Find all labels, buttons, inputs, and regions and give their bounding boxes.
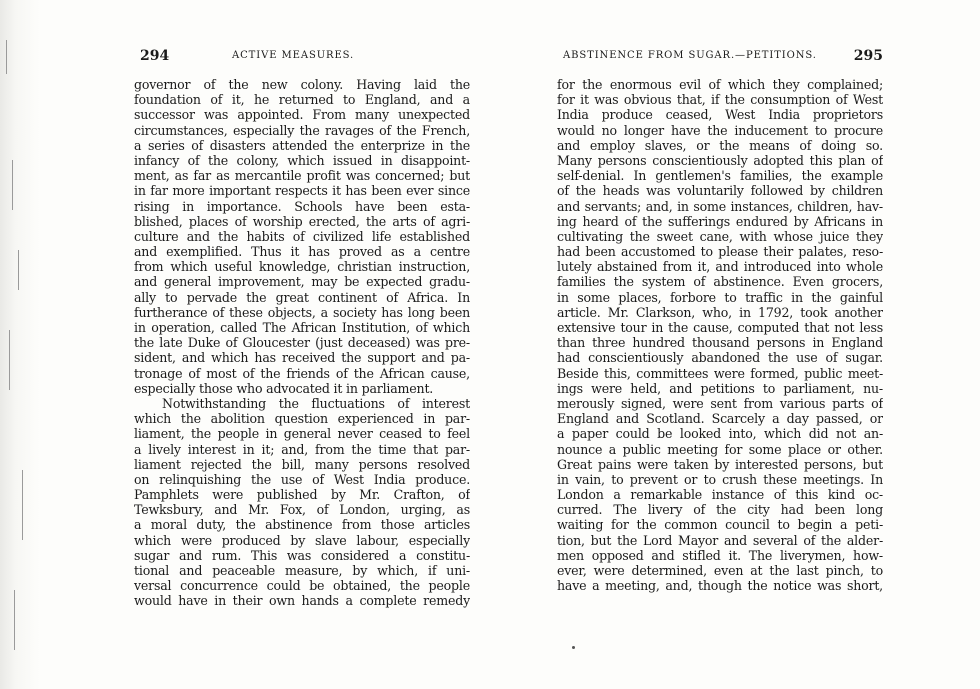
- text-line: extensive tour in the cause, computed that not less: [557, 320, 883, 335]
- text-line: nounce a public meeting for some place or other.: [557, 441, 883, 457]
- right-page-header: [557, 50, 883, 66]
- text-line: merously signed, were sent from various parts of: [557, 395, 883, 411]
- text-line: Pamphlets were published by Mr. Crafton, of: [134, 487, 470, 503]
- text-line: from which useful knowledge, christian instruction,: [134, 259, 470, 275]
- scan-edge-shadow: [0, 0, 40, 689]
- text-line: have a meeting, and, though the notice was short,: [557, 578, 883, 594]
- text-line: governor of the new colony. Having laid the: [134, 77, 470, 92]
- text-line: tional and peaceable measure, by which, if uni-: [134, 563, 470, 578]
- text-line: furtherance of these objects, a society has long been: [134, 304, 470, 320]
- text-line: tion, but the Lord Mayor and several of the alder-: [557, 532, 883, 548]
- scan-edge-mark: [12, 160, 13, 210]
- ink-speck: [572, 646, 575, 649]
- text-line: ally to pervade the great continent of Africa. In: [134, 289, 470, 305]
- text-line: Great pains were taken by interested persons, but: [557, 456, 883, 472]
- text-line: men opposed and stifled it. The liverymen, how-: [557, 547, 883, 563]
- text-line: Beside this, committees were formed, public meet-: [557, 365, 883, 381]
- text-line: of the heads was voluntarily followed by children: [557, 183, 883, 199]
- text-line: London a remarkable instance of this kind oc-: [557, 487, 883, 503]
- text-line: and exemplified. Thus it has proved as a centre: [134, 244, 470, 260]
- text-line: on relinquishing the use of West India produce.: [134, 471, 470, 487]
- text-line: blished, places of worship erected, the arts of agri-: [134, 213, 470, 229]
- text-line: successor was appointed. From many unexpected: [134, 107, 470, 123]
- left-text-column: [128, 77, 470, 609]
- scan-edge-mark: [14, 590, 15, 650]
- text-line: than three hundred thousand persons in England: [557, 335, 883, 351]
- text-line: liament, the people in general never ceased to feel: [134, 426, 470, 442]
- text-line: ment, as far as mercantile profit was concerned; but: [134, 168, 470, 184]
- text-line: India produce ceased, West India proprietors: [557, 107, 883, 123]
- scan-edge-mark: [22, 470, 23, 540]
- text-line: would have in their own hands a complete remedy: [134, 593, 470, 609]
- text-line: culture and the habits of civilized life established: [134, 228, 470, 244]
- text-line: a paper could be looked into, which did not an-: [557, 426, 883, 442]
- running-head: ABSTINENCE FROM SUGAR.—PETITIONS.: [563, 50, 817, 61]
- text-line: and employ slaves, or the means of doing so.: [557, 137, 883, 153]
- text-line: Many persons conscientiously adopted this plan of: [557, 152, 883, 168]
- text-line: ings were held, and petitions to parliament, nu-: [557, 380, 883, 396]
- text-line: ever, were determined, even at the last pinch, to: [557, 563, 883, 578]
- text-line: for the enormous evil of which they complained;: [557, 77, 883, 92]
- scan-edge-mark: [6, 40, 7, 74]
- page-number: 294: [140, 48, 170, 64]
- text-line: tronage of most of the friends of the African cause,: [134, 365, 470, 381]
- text-line: a moral duty, the abstinence from those articles: [134, 517, 470, 533]
- scan-edge-mark: [18, 250, 19, 290]
- text-line: which were produced by slave labour, especially: [134, 532, 470, 548]
- text-line: sident, and which has received the support and pa-: [134, 350, 470, 366]
- text-line: ing heard of the sufferings endured by Africans in: [557, 213, 883, 229]
- left-page-header: [128, 50, 470, 66]
- text-line: had conscientiously abandoned the use of sugar.: [557, 350, 883, 366]
- text-line: curred. The livery of the city had been long: [557, 502, 883, 518]
- text-line: rising in importance. Schools have been esta-: [134, 198, 470, 214]
- text-line: article. Mr. Clarkson, who, in 1792, took another: [557, 304, 883, 320]
- text-line: lutely abstained from it, and introduced into whole: [557, 259, 883, 275]
- text-line: Notwithstanding the fluctuations of interest: [162, 395, 470, 411]
- text-line: infancy of the colony, which issued in disappoint-: [134, 152, 470, 168]
- text-line: a series of disasters attended the enterprize in the: [134, 137, 470, 153]
- text-line: especially those who advocated it in parliament.: [134, 380, 434, 396]
- text-line: the late Duke of Gloucester (just deceased) was pre-: [134, 335, 470, 351]
- text-line: cultivating the sweet cane, with whose juice they: [557, 228, 883, 244]
- text-line: sugar and rum. This was considered a constitu-: [134, 547, 470, 563]
- text-line: and servants; and, in some instances, children, hav-: [557, 198, 883, 214]
- text-line: self-denial. In gentlemen's families, the example: [557, 168, 883, 184]
- text-line: would no longer have the inducement to procure: [557, 122, 883, 138]
- page-number: 295: [853, 48, 883, 64]
- scan-edge-mark: [9, 330, 10, 390]
- text-line: versal concurrence could be obtained, the people: [134, 578, 470, 594]
- text-line: a lively interest in it; and, from the time that par-: [134, 441, 470, 457]
- text-line: had been accustomed to please their palates, reso-: [557, 244, 883, 260]
- text-line: Tewksbury, and Mr. Fox, of London, urging, as: [134, 502, 470, 518]
- text-line: foundation of it, he returned to England, and a: [134, 92, 470, 108]
- right-text-column: [557, 77, 883, 593]
- running-head: ACTIVE MEASURES.: [232, 50, 355, 61]
- text-line: England and Scotland. Scarcely a day passed, or: [557, 411, 883, 427]
- text-line: and general improvement, may be expected gradu-: [134, 274, 470, 290]
- text-line: in vain, to prevent or to crush these meetings. In: [557, 471, 883, 487]
- text-line: for it was obvious that, if the consumption of West: [557, 92, 883, 108]
- text-line: liament rejected the bill, many persons resolved: [134, 456, 470, 472]
- text-line: which the abolition question experienced in par-: [134, 411, 470, 427]
- text-line: waiting for the common council to begin a peti-: [557, 517, 883, 533]
- text-line: circumstances, especially the ravages of the French,: [134, 122, 470, 138]
- text-line: in far more important respects it has been ever since: [134, 183, 470, 199]
- text-line: families the system of abstinence. Even grocers,: [557, 274, 883, 290]
- text-line: in operation, called The African Institution, of which: [134, 320, 470, 335]
- text-line: in some places, forbore to traffic in the gainful: [557, 289, 883, 305]
